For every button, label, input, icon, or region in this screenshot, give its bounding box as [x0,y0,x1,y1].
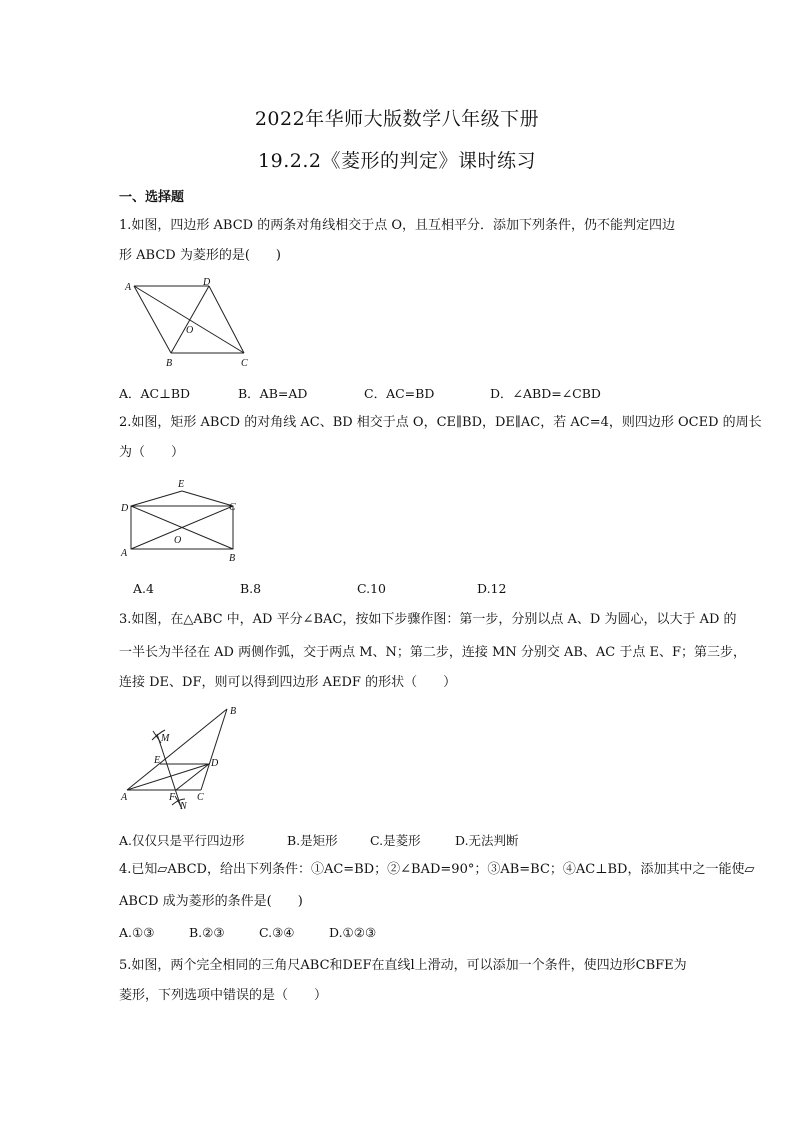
question-1-text-line2: 形 ABCD 为菱形的是( ) [119,248,281,263]
q1-option-c[interactable]: C．AC=BD [364,386,435,401]
label-a: A [121,548,128,559]
document-subtitle: 19.2.2《菱形的判定》课时练习 [258,150,536,172]
question-4-text-line2: ABCD 成为菱形的条件是( ) [119,894,303,909]
q3-option-b[interactable]: B.是矩形 [287,833,338,848]
segment-ec [182,491,233,506]
question-1-text-line1: 1.如图，四边形 ABCD 的两条对角线相交于点 O，且互相平分．添加下列条件，仍不能判定四边 [119,218,676,233]
question-5-text-line2: 菱形，下列选项中错误的是（ ） [119,988,328,1003]
q4-option-a[interactable]: A.①③ [119,925,155,940]
q4-option-d[interactable]: D.①②③ [329,925,377,940]
question-2-figure-rectangle [119,474,249,566]
label-b: B [166,358,173,369]
question-5-text-line1: 5.如图，两个完全相同的三角尺ABC和DEF在直线l上滑动，可以添加一个条件，使四边形CBFE为 [119,958,687,973]
label-o: O [186,325,194,336]
q2-option-d[interactable]: D.12 [477,581,507,596]
question-3-figure-triangle [119,703,244,813]
question-3-text-line1: 3.如图，在△ABC 中，AD 平分∠BAC，按如下步骤作图：第一步，分别以点 A、D 为圆心，以大于 AD 的 [119,612,737,627]
label-f: F [169,792,176,803]
q1-option-d[interactable]: D．∠ABD=∠CBD [490,386,601,401]
q2-option-b[interactable]: B.8 [240,581,262,596]
question-2-text-line2: 为（ ） [119,445,185,460]
label-c: C [241,358,248,369]
diagonal-bd [171,286,209,353]
label-a: A [125,282,132,293]
label-d: D [203,278,211,288]
document-title: 2022年华师大版数学八年级下册 [254,108,540,130]
label-b: B [230,706,237,717]
edge-ba [134,286,171,353]
q4-option-b[interactable]: B.②③ [189,925,225,940]
q1-option-a[interactable]: A．AC⊥BD [119,386,191,401]
section-heading-multiple-choice: 一、选择题 [119,190,185,205]
q3-option-c[interactable]: C.是菱形 [370,833,421,848]
label-n: N [180,801,187,812]
side-ab [127,709,227,790]
label-e: E [178,479,185,490]
side-bc [201,709,227,790]
label-a: A [121,792,128,803]
question-3-text-line2: 一半长为半径在 AD 两侧作弧，交于两点 M、N；第二步，连接 MN 分别交 AB、AC 于点 E、F；第三步， [119,645,747,660]
segment-de [131,491,182,506]
question-1-figure-rhombus [119,278,259,370]
q3-option-d[interactable]: D.无法判断 [455,833,519,848]
question-2-text-line1: 2.如图，矩形 ABCD 的对角线 AC、BD 相交于点 O，CE∥BD，DE∥AC，若 AC=4，则四边形 OCED 的周长 [119,415,762,430]
q2-option-a[interactable]: A.4 [133,581,154,596]
q2-option-c[interactable]: C.10 [357,581,386,596]
label-d: D [211,758,219,769]
label-d: D [121,503,129,514]
label-e: E [154,755,161,766]
q1-option-b[interactable]: B．AB=AD [238,386,308,401]
diagonal-ac [134,286,244,353]
segment-df [176,764,209,790]
label-c: C [197,792,204,803]
q3-option-a[interactable]: A.仅仅只是平行四边形 [119,833,245,848]
q4-option-c[interactable]: C.③④ [259,925,295,940]
label-m: M [161,733,170,744]
label-b: B [229,553,236,564]
edge-dc [209,286,244,353]
question-3-text-line3: 连接 DE、DF，则可以得到四边形 AEDF 的形状（ ） [119,675,457,690]
label-o: O [174,535,182,546]
question-4-text-line1: 4.已知▱ABCD，给出下列条件：①AC=BD；②∠BAD=90°；③AB=BC；④AC⊥BD，添加其中之一能使▱ [119,862,755,877]
label-c: C [229,502,236,513]
